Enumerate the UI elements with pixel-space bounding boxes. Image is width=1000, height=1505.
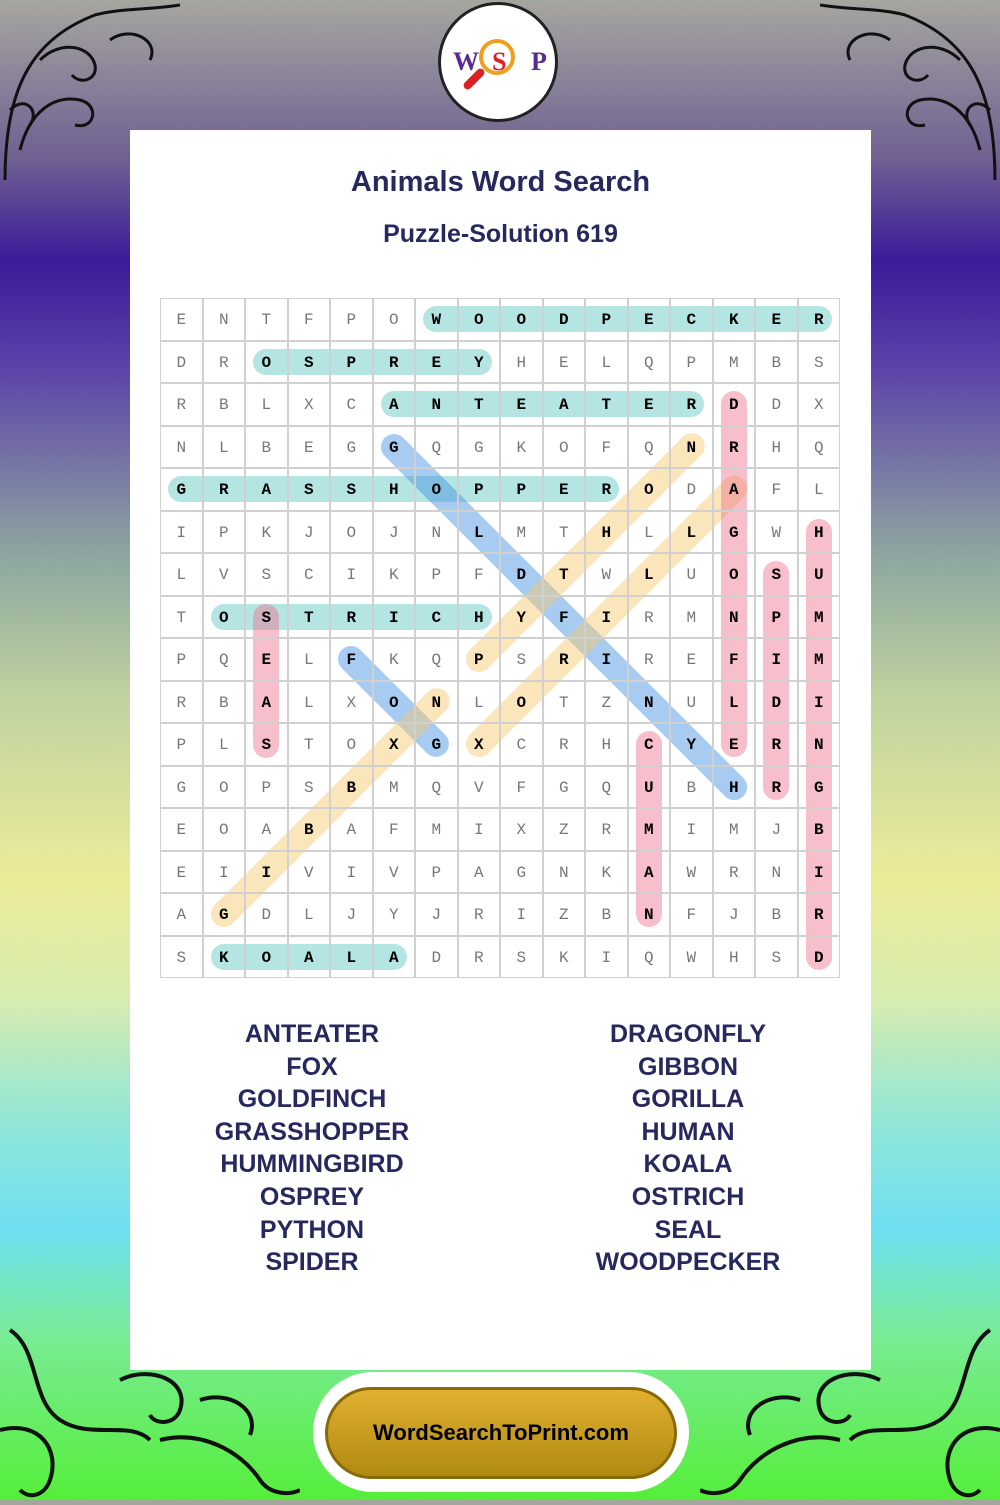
grid-cell[interactable]: B bbox=[288, 808, 331, 851]
page-subtitle: Puzzle-Solution 619 bbox=[383, 220, 618, 248]
grid-cell[interactable]: D bbox=[543, 298, 586, 341]
puzzle-card bbox=[130, 130, 871, 1370]
grid-cell[interactable]: W bbox=[670, 851, 713, 894]
grid-cell[interactable]: O bbox=[203, 766, 246, 809]
grid-cell[interactable]: N bbox=[543, 851, 586, 894]
grid-cell[interactable]: N bbox=[203, 298, 246, 341]
grid-cell[interactable]: S bbox=[755, 936, 798, 979]
word-list-item: PYTHON bbox=[259, 1215, 365, 1244]
grid-cell[interactable]: R bbox=[798, 893, 841, 936]
grid-cell[interactable]: F bbox=[670, 893, 713, 936]
grid-cell[interactable]: I bbox=[203, 851, 246, 894]
grid-cell[interactable]: T bbox=[160, 596, 203, 639]
grid-cell[interactable]: Q bbox=[415, 638, 458, 681]
grid-cell[interactable]: F bbox=[330, 638, 373, 681]
grid-cell[interactable]: O bbox=[245, 341, 288, 384]
grid-cell[interactable]: D bbox=[755, 681, 798, 724]
grid-cell[interactable]: H bbox=[585, 723, 628, 766]
grid-cell[interactable]: D bbox=[415, 936, 458, 979]
grid-cell[interactable]: L bbox=[458, 681, 501, 724]
grid-cell[interactable]: X bbox=[373, 723, 416, 766]
grid-cell[interactable]: S bbox=[160, 936, 203, 979]
word-list-item: OSPREY bbox=[259, 1182, 365, 1211]
grid-cell[interactable]: M bbox=[798, 596, 841, 639]
grid-cell[interactable]: O bbox=[330, 511, 373, 554]
grid-cell[interactable]: B bbox=[585, 893, 628, 936]
grid-cell[interactable]: C bbox=[500, 723, 543, 766]
grid-cell[interactable]: L bbox=[288, 681, 331, 724]
grid-cell[interactable]: U bbox=[798, 553, 841, 596]
grid-cell[interactable]: K bbox=[585, 851, 628, 894]
grid-cell[interactable]: D bbox=[500, 553, 543, 596]
grid-cell[interactable]: S bbox=[245, 596, 288, 639]
word-list-item: DRAGONFLY bbox=[609, 1020, 767, 1048]
grid-cell[interactable]: F bbox=[500, 766, 543, 809]
grid-cell[interactable]: Q bbox=[415, 426, 458, 469]
grid-cell[interactable]: H bbox=[713, 766, 756, 809]
grid-cell[interactable]: V bbox=[458, 766, 501, 809]
grid-cell[interactable]: R bbox=[628, 638, 671, 681]
grid-cell[interactable]: E bbox=[628, 383, 671, 426]
grid-cell[interactable]: O bbox=[543, 426, 586, 469]
grid-cell[interactable]: E bbox=[713, 723, 756, 766]
grid-cell[interactable]: H bbox=[373, 468, 416, 511]
grid-cell[interactable]: E bbox=[543, 468, 586, 511]
grid-cell[interactable]: O bbox=[203, 808, 246, 851]
grid-cell[interactable]: J bbox=[288, 511, 331, 554]
grid-cell[interactable]: S bbox=[500, 638, 543, 681]
grid-cell[interactable]: A bbox=[245, 808, 288, 851]
grid-cell[interactable]: A bbox=[373, 383, 416, 426]
grid-cell[interactable]: L bbox=[628, 553, 671, 596]
grid-cell[interactable]: R bbox=[585, 468, 628, 511]
grid-cell[interactable]: C bbox=[415, 596, 458, 639]
grid-cell[interactable]: E bbox=[160, 851, 203, 894]
grid-cell[interactable]: N bbox=[798, 723, 841, 766]
grid-cell[interactable]: D bbox=[755, 383, 798, 426]
grid-cell[interactable]: M bbox=[670, 596, 713, 639]
grid-cell[interactable]: L bbox=[203, 723, 246, 766]
grid-cell[interactable]: O bbox=[203, 596, 246, 639]
grid-cell[interactable]: F bbox=[585, 426, 628, 469]
grid-cell[interactable]: F bbox=[373, 808, 416, 851]
grid-cell[interactable]: E bbox=[160, 298, 203, 341]
grid-cell[interactable]: E bbox=[288, 426, 331, 469]
word-list-item: FOX bbox=[286, 1052, 338, 1081]
grid-cell[interactable]: O bbox=[415, 468, 458, 511]
grid-cell[interactable]: U bbox=[670, 553, 713, 596]
grid-cell[interactable]: E bbox=[245, 638, 288, 681]
grid-cell[interactable]: I bbox=[798, 851, 841, 894]
grid-cell[interactable]: O bbox=[373, 298, 416, 341]
grid-cell[interactable]: H bbox=[585, 511, 628, 554]
grid-cell[interactable]: D bbox=[160, 341, 203, 384]
grid-cell[interactable]: P bbox=[245, 766, 288, 809]
word-search-grid bbox=[160, 298, 840, 978]
logo-letter-p: P bbox=[531, 47, 547, 76]
grid-cell[interactable]: B bbox=[798, 808, 841, 851]
grid-cell[interactable]: G bbox=[203, 893, 246, 936]
grid-cell[interactable]: S bbox=[288, 468, 331, 511]
grid-cell[interactable]: D bbox=[713, 383, 756, 426]
grid-cell[interactable]: E bbox=[670, 638, 713, 681]
grid-cell[interactable]: D bbox=[245, 893, 288, 936]
grid-cell[interactable]: I bbox=[245, 851, 288, 894]
grid-cell[interactable]: U bbox=[628, 766, 671, 809]
grid-cell[interactable]: S bbox=[500, 936, 543, 979]
grid-cell[interactable]: N bbox=[755, 851, 798, 894]
grid-cell[interactable]: Z bbox=[585, 681, 628, 724]
grid-cell[interactable]: G bbox=[543, 766, 586, 809]
grid-cell[interactable]: C bbox=[670, 298, 713, 341]
grid-cell[interactable]: A bbox=[245, 468, 288, 511]
grid-cell[interactable]: H bbox=[798, 511, 841, 554]
grid-cell[interactable]: P bbox=[415, 851, 458, 894]
grid-cell[interactable]: P bbox=[203, 511, 246, 554]
grid-cell[interactable]: L bbox=[288, 893, 331, 936]
grid-cell[interactable]: O bbox=[713, 553, 756, 596]
grid-cell[interactable]: G bbox=[160, 468, 203, 511]
grid-cell[interactable]: K bbox=[373, 638, 416, 681]
grid-cell[interactable]: T bbox=[543, 681, 586, 724]
grid-cell[interactable]: J bbox=[755, 808, 798, 851]
grid-cell[interactable]: R bbox=[330, 596, 373, 639]
grid-cell[interactable]: X bbox=[288, 383, 331, 426]
grid-cell[interactable]: M bbox=[713, 341, 756, 384]
grid-cell[interactable]: B bbox=[245, 426, 288, 469]
grid-cell[interactable]: R bbox=[160, 383, 203, 426]
grid-cell[interactable]: N bbox=[415, 681, 458, 724]
grid-cell[interactable]: P bbox=[458, 468, 501, 511]
grid-cell[interactable]: P bbox=[160, 723, 203, 766]
grid-cell[interactable]: R bbox=[543, 723, 586, 766]
site-logo[interactable] bbox=[438, 2, 558, 122]
grid-cell[interactable]: W bbox=[415, 298, 458, 341]
word-list-left bbox=[162, 1018, 462, 1279]
grid-cell[interactable]: S bbox=[288, 766, 331, 809]
grid-cell[interactable]: B bbox=[755, 341, 798, 384]
word-list-item: KOALA bbox=[643, 1150, 733, 1179]
grid-cell[interactable]: P bbox=[670, 341, 713, 384]
grid-cell[interactable]: P bbox=[500, 468, 543, 511]
grid-cell[interactable]: J bbox=[373, 511, 416, 554]
grid-cell[interactable]: S bbox=[330, 468, 373, 511]
grid-cell[interactable]: R bbox=[373, 341, 416, 384]
grid-cell[interactable]: P bbox=[330, 341, 373, 384]
grid-cell[interactable]: B bbox=[203, 681, 246, 724]
grid-cell[interactable]: S bbox=[245, 553, 288, 596]
grid-cell[interactable]: Q bbox=[628, 936, 671, 979]
grid-cell[interactable]: F bbox=[288, 298, 331, 341]
grid-cell[interactable]: L bbox=[798, 468, 841, 511]
grid-cell[interactable]: A bbox=[245, 681, 288, 724]
grid-cell[interactable]: O bbox=[628, 468, 671, 511]
grid-cell[interactable]: E bbox=[160, 808, 203, 851]
grid-cell[interactable]: I bbox=[373, 596, 416, 639]
grid-cell[interactable]: R bbox=[203, 341, 246, 384]
word-list-item: GIBBON bbox=[638, 1052, 738, 1081]
grid-cell[interactable]: T bbox=[585, 383, 628, 426]
grid-cell[interactable]: V bbox=[288, 851, 331, 894]
word-list-right bbox=[538, 1018, 838, 1279]
logo-letter-w: W bbox=[453, 47, 479, 76]
word-list-item: ANTEATER bbox=[244, 1020, 380, 1048]
grid-cell[interactable]: G bbox=[160, 766, 203, 809]
grid-cell[interactable]: G bbox=[373, 426, 416, 469]
grid-cell[interactable]: L bbox=[203, 426, 246, 469]
grid-cell[interactable]: Z bbox=[543, 808, 586, 851]
grid-cell[interactable]: F bbox=[713, 638, 756, 681]
grid-cell[interactable]: N bbox=[628, 681, 671, 724]
grid-cell[interactable]: A bbox=[543, 383, 586, 426]
grid-cell[interactable]: R bbox=[203, 468, 246, 511]
grid-cell[interactable]: G bbox=[330, 426, 373, 469]
grid-cell[interactable]: K bbox=[373, 553, 416, 596]
grid-cell[interactable]: O bbox=[500, 681, 543, 724]
word-list-item: HUMMINGBIRD bbox=[220, 1150, 404, 1179]
grid-cell[interactable]: D bbox=[798, 936, 841, 979]
grid-cell[interactable]: S bbox=[245, 723, 288, 766]
grid-cell[interactable]: Y bbox=[500, 596, 543, 639]
grid-cell[interactable]: A bbox=[373, 936, 416, 979]
grid-cell[interactable]: E bbox=[543, 341, 586, 384]
grid-cell[interactable]: W bbox=[585, 553, 628, 596]
grid-cell[interactable]: Y bbox=[373, 893, 416, 936]
grid-cell[interactable]: X bbox=[330, 681, 373, 724]
grid-cell[interactable]: G bbox=[713, 511, 756, 554]
grid-cell[interactable]: I bbox=[458, 808, 501, 851]
grid-cell[interactable]: R bbox=[160, 681, 203, 724]
grid-cell[interactable]: L bbox=[713, 681, 756, 724]
grid-cell[interactable]: Z bbox=[543, 893, 586, 936]
grid-cell[interactable]: H bbox=[713, 936, 756, 979]
grid-cell[interactable]: T bbox=[288, 596, 331, 639]
word-list-item: HUMAN bbox=[641, 1117, 735, 1146]
grid-cell[interactable]: Q bbox=[585, 766, 628, 809]
grid-cell[interactable]: M bbox=[713, 808, 756, 851]
grid-cell[interactable]: V bbox=[203, 553, 246, 596]
page-title: Animals Word Search bbox=[350, 166, 651, 198]
grid-cell[interactable]: G bbox=[500, 851, 543, 894]
grid-cell[interactable]: S bbox=[798, 341, 841, 384]
grid-cell[interactable]: J bbox=[713, 893, 756, 936]
grid-cell[interactable]: R bbox=[458, 936, 501, 979]
grid-cell[interactable]: N bbox=[670, 426, 713, 469]
grid-cell[interactable]: R bbox=[458, 893, 501, 936]
grid-cell[interactable]: O bbox=[458, 298, 501, 341]
grid-cell[interactable]: R bbox=[713, 851, 756, 894]
grid-cell[interactable]: W bbox=[755, 511, 798, 554]
grid-cell[interactable]: K bbox=[500, 426, 543, 469]
grid-cell[interactable]: Q bbox=[415, 766, 458, 809]
grid-cell[interactable]: R bbox=[755, 723, 798, 766]
grid-cell[interactable]: X bbox=[458, 723, 501, 766]
grid-cell[interactable]: J bbox=[415, 893, 458, 936]
grid-cell[interactable]: N bbox=[415, 383, 458, 426]
grid-cell[interactable]: M bbox=[415, 808, 458, 851]
grid-cell[interactable]: G bbox=[415, 723, 458, 766]
grid-cell[interactable]: P bbox=[415, 553, 458, 596]
footer-badge bbox=[313, 1372, 689, 1492]
grid-cell[interactable]: I bbox=[500, 893, 543, 936]
grid-cell[interactable]: R bbox=[628, 596, 671, 639]
grid-cell[interactable]: Q bbox=[203, 638, 246, 681]
grid-cell[interactable]: A bbox=[330, 808, 373, 851]
grid-cell[interactable]: H bbox=[500, 341, 543, 384]
word-list-item: GRASSHOPPER bbox=[214, 1117, 410, 1146]
grid-cell[interactable]: A bbox=[713, 468, 756, 511]
word-list-item: GORILLA bbox=[631, 1085, 745, 1114]
grid-cell[interactable]: L bbox=[330, 936, 373, 979]
grid-cell[interactable]: O bbox=[500, 298, 543, 341]
grid-cell[interactable]: E bbox=[755, 298, 798, 341]
grid-cell[interactable]: N bbox=[628, 893, 671, 936]
grid-cell[interactable]: R bbox=[755, 766, 798, 809]
grid-cell[interactable]: Q bbox=[628, 426, 671, 469]
grid-cell[interactable]: I bbox=[798, 681, 841, 724]
grid-cell[interactable]: N bbox=[713, 596, 756, 639]
grid-cell[interactable]: L bbox=[670, 511, 713, 554]
grid-cell[interactable]: T bbox=[288, 723, 331, 766]
grid-cell[interactable]: S bbox=[755, 553, 798, 596]
grid-cell[interactable]: I bbox=[585, 596, 628, 639]
grid-cell[interactable]: I bbox=[330, 553, 373, 596]
grid-cell[interactable]: O bbox=[245, 936, 288, 979]
grid-cell[interactable]: G bbox=[798, 766, 841, 809]
grid-cell[interactable]: I bbox=[330, 851, 373, 894]
grid-cell[interactable]: E bbox=[628, 298, 671, 341]
grid-cell[interactable]: I bbox=[585, 638, 628, 681]
grid-cell[interactable]: B bbox=[203, 383, 246, 426]
grid-cell[interactable]: A bbox=[458, 851, 501, 894]
grid-cell[interactable]: I bbox=[585, 936, 628, 979]
grid-cell[interactable]: M bbox=[500, 511, 543, 554]
grid-cell[interactable]: M bbox=[798, 638, 841, 681]
grid-cell[interactable]: R bbox=[798, 298, 841, 341]
grid-cell[interactable]: P bbox=[330, 298, 373, 341]
grid-cell[interactable]: H bbox=[755, 426, 798, 469]
grid-cell[interactable]: B bbox=[330, 766, 373, 809]
grid-cell[interactable]: T bbox=[543, 511, 586, 554]
grid-cell[interactable]: R bbox=[713, 426, 756, 469]
logo-letter-s: S bbox=[492, 47, 507, 76]
grid-cell[interactable]: K bbox=[543, 936, 586, 979]
grid-cell[interactable]: P bbox=[160, 638, 203, 681]
grid-cell[interactable]: N bbox=[160, 426, 203, 469]
grid-cell[interactable]: S bbox=[288, 341, 331, 384]
grid-cell[interactable]: O bbox=[373, 681, 416, 724]
grid-cell[interactable]: M bbox=[628, 808, 671, 851]
grid-cell[interactable]: K bbox=[203, 936, 246, 979]
grid-cell[interactable]: L bbox=[160, 553, 203, 596]
word-list-item: WOODPECKER bbox=[595, 1248, 781, 1277]
grid-cell[interactable]: T bbox=[458, 383, 501, 426]
grid-cell[interactable]: Y bbox=[458, 341, 501, 384]
grid-cell[interactable]: A bbox=[160, 893, 203, 936]
grid-cell[interactable]: Q bbox=[628, 341, 671, 384]
site-link-button[interactable]: WordSearchToPrint.com bbox=[325, 1387, 677, 1479]
word-list-item: SEAL bbox=[654, 1215, 722, 1244]
grid-cell[interactable]: L bbox=[585, 341, 628, 384]
grid-cell[interactable]: A bbox=[288, 936, 331, 979]
grid-cell[interactable]: T bbox=[543, 553, 586, 596]
grid-cell[interactable]: E bbox=[500, 383, 543, 426]
grid-cell[interactable]: L bbox=[288, 638, 331, 681]
grid-cell[interactable]: R bbox=[670, 383, 713, 426]
grid-cell[interactable]: C bbox=[288, 553, 331, 596]
grid-cell[interactable]: G bbox=[458, 426, 501, 469]
grid-cell[interactable]: R bbox=[585, 808, 628, 851]
grid-cell[interactable]: L bbox=[245, 383, 288, 426]
grid-cell[interactable]: E bbox=[415, 341, 458, 384]
grid-cell[interactable]: O bbox=[330, 723, 373, 766]
grid-cell[interactable]: A bbox=[628, 851, 671, 894]
grid-cell[interactable]: M bbox=[373, 766, 416, 809]
grid-cell[interactable]: W bbox=[670, 936, 713, 979]
grid-cell[interactable]: C bbox=[330, 383, 373, 426]
grid-cell[interactable]: K bbox=[245, 511, 288, 554]
grid-cell[interactable]: F bbox=[458, 553, 501, 596]
grid-cell[interactable]: X bbox=[798, 383, 841, 426]
grid-cell[interactable]: F bbox=[543, 596, 586, 639]
grid-cell[interactable]: L bbox=[628, 511, 671, 554]
grid-cell[interactable]: J bbox=[330, 893, 373, 936]
word-list-item: SPIDER bbox=[265, 1248, 359, 1277]
grid-cell[interactable]: C bbox=[628, 723, 671, 766]
grid-cell[interactable]: D bbox=[670, 468, 713, 511]
grid-cell[interactable]: H bbox=[458, 596, 501, 639]
grid-cell[interactable]: I bbox=[160, 511, 203, 554]
grid-cell[interactable]: Y bbox=[670, 723, 713, 766]
grid-cell[interactable]: I bbox=[755, 638, 798, 681]
grid-cell[interactable]: P bbox=[755, 596, 798, 639]
grid-cell[interactable]: N bbox=[415, 511, 458, 554]
grid-cell[interactable]: R bbox=[543, 638, 586, 681]
grid-cell[interactable]: X bbox=[500, 808, 543, 851]
word-list-item: GOLDFINCH bbox=[237, 1085, 387, 1114]
grid-cell[interactable]: P bbox=[458, 638, 501, 681]
word-list-item: OSTRICH bbox=[631, 1182, 745, 1211]
grid-cell[interactable]: V bbox=[373, 851, 416, 894]
grid-cell[interactable]: B bbox=[755, 893, 798, 936]
grid-cell[interactable]: L bbox=[458, 511, 501, 554]
grid-cell[interactable]: T bbox=[245, 298, 288, 341]
grid-cell[interactable]: K bbox=[713, 298, 756, 341]
grid-cell[interactable]: I bbox=[670, 808, 713, 851]
grid-cell[interactable]: Q bbox=[798, 426, 841, 469]
grid-cell[interactable]: F bbox=[755, 468, 798, 511]
grid-cell[interactable]: B bbox=[670, 766, 713, 809]
grid-cell[interactable]: U bbox=[670, 681, 713, 724]
grid-cell[interactable]: P bbox=[585, 298, 628, 341]
